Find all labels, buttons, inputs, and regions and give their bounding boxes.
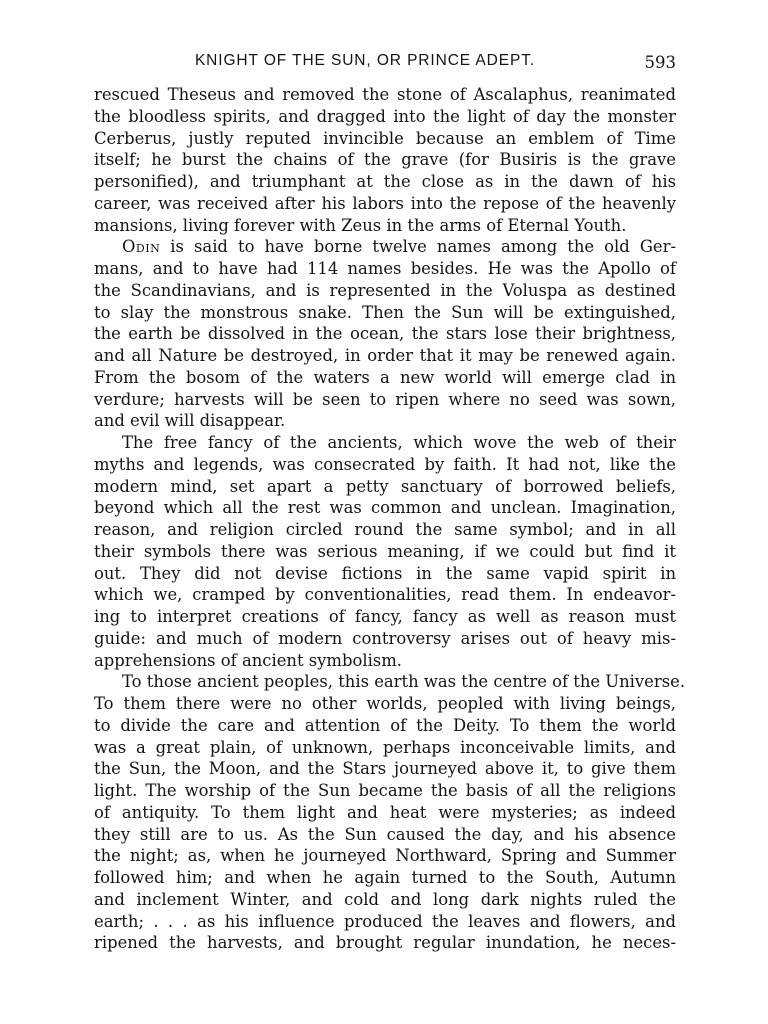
text-line: reason, and religion circled round the same symbol; and in all [94,520,676,539]
text-line: To those ancient peoples, this earth was the centre of the Universe. [122,672,686,692]
text-line: light. The worship of the Sun became the basis of all the religions [94,781,676,800]
text-line: apprehensions of ancient symbolism. [94,650,402,670]
text-line: to divide the care and attention of the Deity. To them the world [94,715,676,735]
line-text: is said to have borne twelve names among the old Ger- [160,237,676,257]
paragraph [94,432,676,671]
running-head [94,50,676,76]
text-line: and evil will disappear. [94,411,286,431]
text-line: mansions, living forever with Zeus in the arms of Eternal Youth. [94,215,627,235]
text-line: rescued Theseus and removed the stone of Ascalaphus, reanimated [94,85,676,104]
text-line: career, was received after his labors into the repose of the heavenly [94,193,676,213]
text-line: From the bosom of the waters a new world will emerge clad in [94,367,676,387]
text-line: ing to interpret creations of fancy, fancy as well as reason must [94,607,676,626]
text-line: the night; as, when he journeyed Northward, Spring and Summer [94,846,676,866]
page-number: 593 [644,53,676,72]
text-line: ripened the harvests, and brought regular inundation, he neces- [94,933,676,953]
text-line: To them there were no other worlds, peopled with living beings, [94,694,676,713]
text-line: mans, and to have had 114 names besides. He was the Apollo of [94,259,676,278]
paragraph [94,236,676,432]
text-line: they still are to us. As the Sun caused the day, and his absence [94,824,676,844]
text-line: to slay the monstrous snake. Then the Sun will be extinguished, [94,302,676,322]
text-line [94,236,676,258]
text-line: the earth be dissolved in the ocean, the stars lose their brightness, [94,324,676,344]
body-text [94,84,686,954]
text-line: The free fancy of the ancients, which wove the web of their [122,433,676,452]
text-line: guide: and much of modern controversy arises out of heavy mis- [94,628,676,648]
running-title: KNIGHT OF THE SUN, OR PRINCE ADEPT. [194,52,536,69]
paragraph [94,84,676,236]
book-page [94,50,686,954]
text-line: and all Nature be destroyed, in order that it may be renewed again. [94,346,676,365]
text-line: was a great plain, of unknown, perhaps inconceivable limits, and [94,737,676,757]
text-line: verdure; harvests will be seen to ripen where no seed was sown, [94,389,676,409]
text-line: followed him; and when he again turned to the South, Autumn [94,868,676,887]
text-line: the Sun, the Moon, and the Stars journeyed above it, to give them [94,759,676,779]
text-line: personified), and triumphant at the close as in the dawn of his [94,172,676,191]
text-line: earth; . . . as his influence produced the leaves and flowers, and [94,911,676,931]
text-line: Cerberus, justly reputed invincible because an emblem of Time [94,128,676,148]
text-line: myths and legends, was consecrated by faith. It had not, like the [94,454,676,474]
text-line: their symbols there was serious meaning, if we could but find it [94,541,676,561]
text-line: modern mind, set apart a petty sanctuary of borrowed beliefs, [94,476,676,496]
text-line: the Scandinavians, and is represented in the Voluspa as destined [94,280,676,300]
lead-word: Odin [122,237,161,257]
paragraph [94,671,686,954]
text-line: of antiquity. To them light and heat were mysteries; as indeed [94,802,676,822]
text-line: and inclement Winter, and cold and long dark nights ruled the [94,889,676,909]
text-line: beyond which all the rest was common and unclean. Imagination, [94,498,676,518]
text-line: which we, cramped by conventionalities, read them. In endeavor- [94,585,676,605]
text-line: itself; he burst the chains of the grave (for Busiris is the grave [94,150,676,170]
text-line: out. They did not devise fictions in the same vapid spirit in [94,563,676,583]
text-line: the bloodless spirits, and dragged into the light of day the monster [94,106,676,126]
